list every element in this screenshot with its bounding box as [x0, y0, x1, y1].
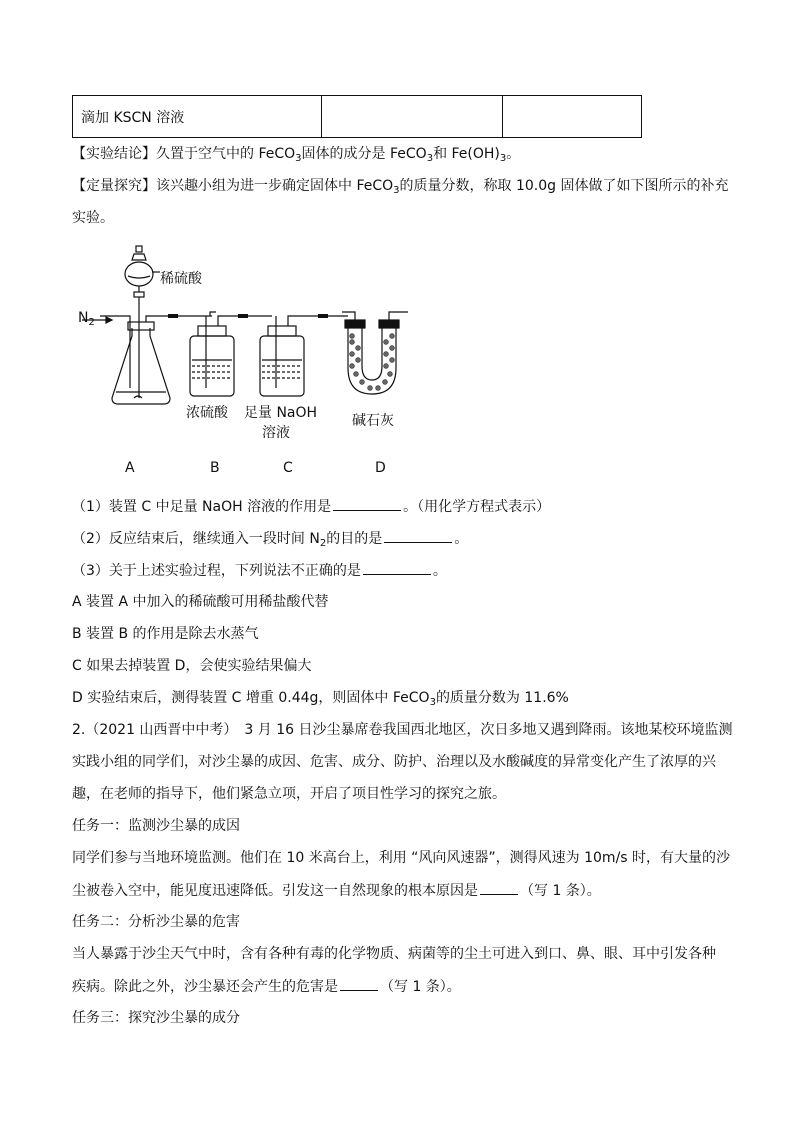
- question-text: 。: [432, 563, 447, 579]
- task-text: 疾病。除此之外，沙尘暴还会产生的危害是: [72, 979, 338, 995]
- funnel-neck: [132, 254, 146, 260]
- bottle-stopper: [268, 326, 296, 336]
- subscript: 3: [393, 185, 400, 196]
- question-text: （1）装置 C 中足量 NaOH 溶液的作用是: [72, 499, 332, 515]
- conclusion-tag: 【实验结论】: [72, 146, 156, 162]
- subscript: 2: [88, 317, 95, 328]
- n2-label: [78, 310, 95, 326]
- n2-text: N: [78, 310, 89, 326]
- option-d: [72, 688, 569, 708]
- question-2: [72, 528, 468, 549]
- table-cell-conclusion: [503, 96, 642, 138]
- gas-outlet-tube: [146, 316, 212, 322]
- quant-text: 该兴趣小组为进一步确定固体中 FeCO: [156, 178, 394, 194]
- subscript: 2: [319, 538, 327, 549]
- device-label-b: B: [210, 460, 220, 476]
- option-text: 的质量分数为 11.6%: [435, 690, 569, 706]
- conclusion-line: [72, 144, 520, 164]
- device-label-d: D: [375, 460, 386, 476]
- answer-blank[interactable]: [384, 528, 452, 543]
- table-cell-operation: 滴加 KSCN 溶液: [73, 96, 322, 138]
- subscript: 3: [295, 153, 302, 164]
- conclusion-text: 和 Fe(OH): [433, 146, 500, 162]
- b-reagent-label: 浓硫酸: [186, 405, 228, 421]
- task-2-title: 任务二：分析沙尘暴的危害: [72, 914, 240, 930]
- subscript: 3: [429, 697, 436, 708]
- task-2-line-1: 当人暴露于沙尘天气中时，含有各种有毒的化学物质、病菌等的尘土可进入到口、鼻、眼、耳中引发各种: [72, 946, 716, 962]
- d-reagent-label: 碱石灰: [352, 413, 394, 429]
- question-text: 。: [454, 531, 469, 547]
- funnel-bulb: [125, 262, 153, 286]
- quant-line-2: 实验。: [72, 210, 114, 226]
- option-text: D 实验结束后，测得装置 C 增重 0.44g，则固体中 FeCO: [72, 690, 430, 706]
- question-text: 的目的是: [326, 531, 383, 547]
- problem-2-line-3: 趣，在老师的指导下，他们紧急立项，开启了项目性学习的探究之旅。: [72, 786, 506, 802]
- u-tube-stopper: [345, 320, 365, 328]
- device-label-a: A: [125, 460, 135, 476]
- bottle-connector: [210, 312, 216, 316]
- task-1-line-2: [72, 880, 601, 901]
- table-row: [73, 96, 642, 138]
- task-text: （写 1 条）。: [520, 883, 601, 899]
- funnel-stopper: [136, 246, 142, 252]
- flask-solid: [134, 396, 142, 398]
- problem-2-line-1: 2.（2021 山西晋中中考） 3 月 16 日沙尘暴席卷我国西北地区，次日多地又遇到降雨。该地某校环境监测: [72, 722, 733, 738]
- subscript: 3: [499, 153, 507, 164]
- acid-label: 稀硫酸: [160, 271, 202, 287]
- task-text: 尘被卷入空中，能见度迅速降低。引发这一自然现象的根本原因是: [72, 883, 478, 899]
- question-1: [72, 496, 550, 517]
- bottle-stopper: [198, 326, 226, 336]
- task-2-line-2: [72, 976, 461, 997]
- option-c: C 如果去掉装置 D，会使实验结果偏大: [72, 658, 312, 674]
- quant-tag: 【定量探究】: [72, 178, 156, 194]
- u-tube-stopper: [379, 320, 399, 328]
- table-cell-phenomenon: [322, 96, 503, 138]
- answer-blank[interactable]: [480, 880, 518, 895]
- task-3-title: 任务三：探究沙尘暴的成分: [72, 1010, 240, 1026]
- conclusion-text: 固体的成分是 FeCO: [301, 146, 427, 162]
- quant-line-1: [72, 176, 729, 196]
- question-text: （2）反应结束后，继续通入一段时间 N: [72, 531, 320, 547]
- answer-blank[interactable]: [340, 976, 378, 991]
- n2-arrowhead: [106, 317, 112, 323]
- quant-text: 的质量分数，称取 10.0g 固体做了如下图所示的补充: [399, 178, 729, 194]
- problem-2-line-2: 实践小组的同学们，对沙尘暴的成因、危害、成分、防护、治理以及水酸碱度的异常变化产生了浓厚的兴: [72, 754, 716, 770]
- option-b: B 装置 B 的作用是除去水蒸气: [72, 626, 259, 642]
- question-text: （3）关于上述实验过程，下列说法不正确的是: [72, 563, 361, 579]
- answer-blank[interactable]: [363, 560, 431, 575]
- conclusion-text: 。: [506, 146, 521, 162]
- conclusion-text: 久置于空气中的 FeCO: [156, 146, 296, 162]
- u-tube-outlet: [389, 312, 408, 320]
- flask-body: [112, 328, 170, 404]
- c-reagent-label-2: 溶液: [262, 425, 290, 441]
- option-a: A 装置 A 中加入的稀硫酸可用稀盐酸代替: [72, 594, 329, 610]
- device-label-c: C: [283, 460, 293, 476]
- question-text: 。（用化学方程式表示）: [403, 499, 551, 515]
- task-1-line-1: 同学们参与当地环境监测。他们在 10 米高台上，利用 “风向风速器”，测得风速为 10m/s 时，有大量的沙: [72, 850, 731, 866]
- funnel-liquid: [128, 276, 150, 278]
- u-tube-inner: [362, 326, 382, 380]
- answer-blank[interactable]: [333, 496, 401, 511]
- subscript: 3: [426, 153, 434, 164]
- task-1-title: 任务一：监测沙尘暴的成因: [72, 818, 240, 834]
- u-tube-outer: [348, 326, 396, 394]
- task-text: （写 1 条）。: [380, 979, 461, 995]
- n2-inlet-tube: [100, 316, 130, 388]
- question-3: [72, 560, 447, 581]
- soda-lime-granules: [350, 334, 395, 391]
- result-table: [72, 95, 642, 138]
- funnel-stopcock: [134, 292, 144, 297]
- bottle-c: [260, 316, 348, 396]
- c-reagent-label-1: 足量 NaOH: [244, 405, 318, 421]
